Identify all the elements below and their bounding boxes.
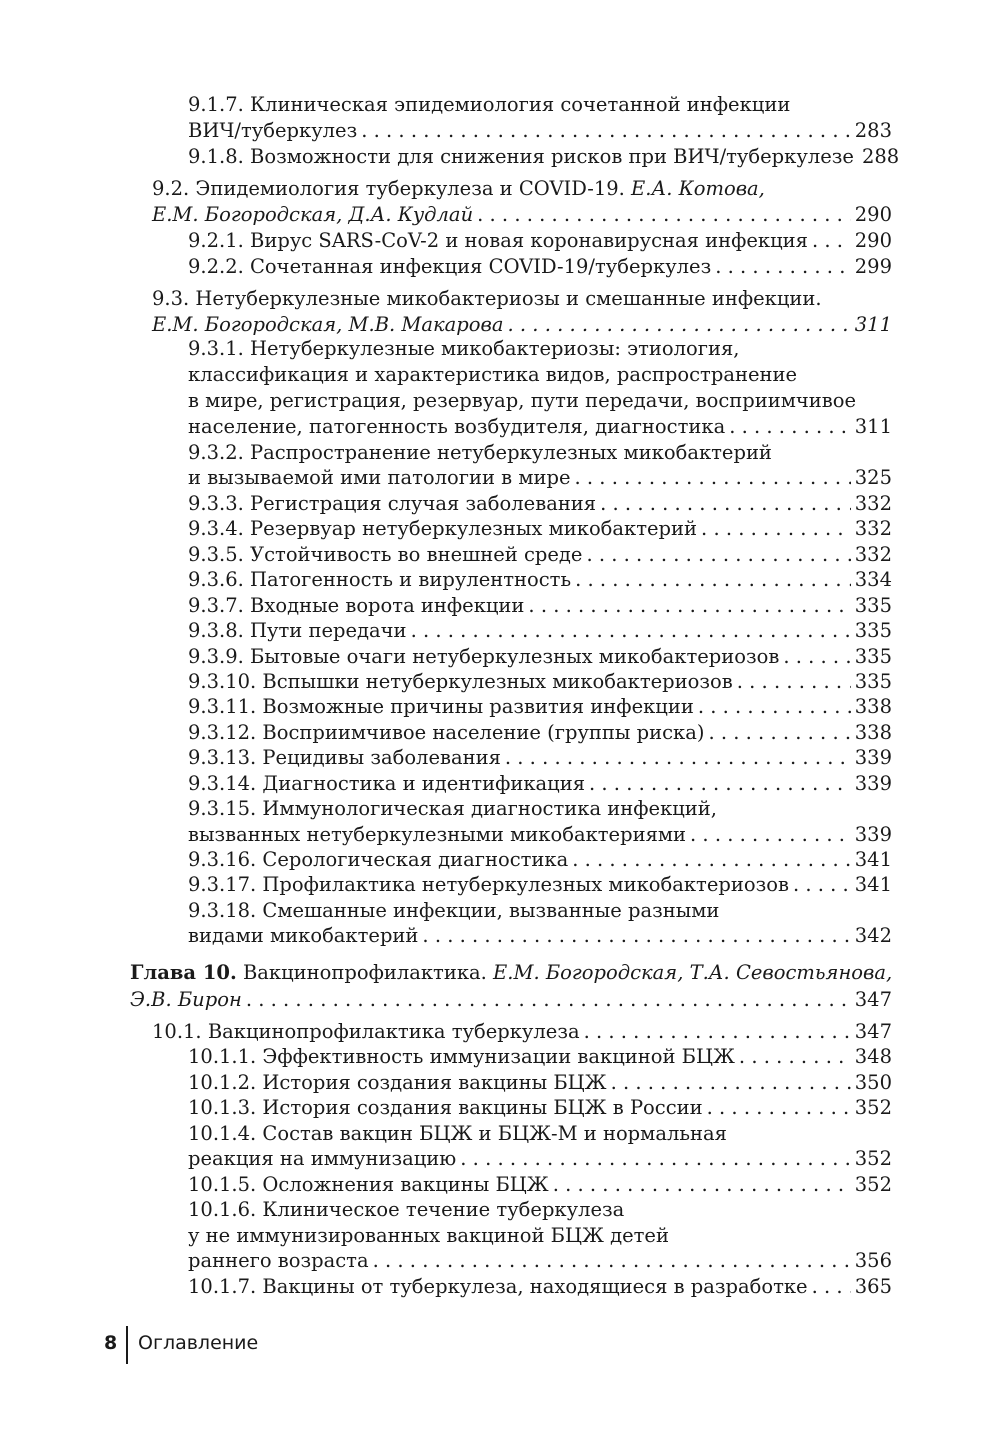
toc-entry[interactable]: [188, 516, 892, 542]
dot-leader: [575, 567, 851, 593]
dot-leader: [708, 720, 850, 746]
toc-entry-text: 10.1.2. История создания вакцины БЦЖ: [188, 1071, 607, 1094]
dot-leader: [600, 491, 851, 517]
toc-page-number: 352: [854, 1096, 892, 1119]
toc-line: [188, 1223, 669, 1249]
toc-line: [188, 1121, 727, 1147]
toc-authors: Е.М. Богородская, Д.А. Кудлай: [152, 203, 474, 226]
toc-entry-text: 9.3.16. Серологическая диагностика: [188, 848, 569, 871]
toc-entry-text: раннего возраста: [188, 1249, 369, 1272]
toc-entry-text: 9.3.1. Нетуберкулезные микобактериозы: этиология,: [188, 337, 740, 360]
toc-page-number: 352: [854, 1147, 892, 1170]
dot-leader: [505, 745, 851, 771]
toc-page-number: 283: [854, 119, 892, 142]
toc-entry-text: вызванных нетуберкулезными микобактериями: [188, 823, 687, 846]
toc-entry-text: население, патогенность возбудителя, диагностика: [188, 415, 726, 438]
dot-leader: [373, 1248, 851, 1274]
dot-leader: [508, 312, 851, 338]
dot-leader: [729, 414, 851, 440]
dot-leader: [611, 1070, 851, 1096]
toc-page-number: 350: [854, 1071, 892, 1094]
toc-page-number: 348: [854, 1045, 892, 1068]
toc-entry[interactable]: [188, 923, 892, 949]
toc-entry-text: классификация и характеристика видов, распространение: [188, 363, 798, 386]
toc-entry-text: ВИЧ/туберкулез: [188, 119, 358, 142]
toc-authors: Е.М. Богородская, М.В. Макарова: [152, 313, 504, 336]
toc-page-number: 347: [854, 988, 892, 1011]
toc-page-number: 311: [854, 415, 892, 438]
toc-entry-text: 10.1.1. Эффективность иммунизации вакциной БЦЖ: [188, 1045, 735, 1068]
toc-entry[interactable]: [188, 414, 892, 440]
dot-leader: [572, 847, 851, 873]
toc-page-number: 288: [861, 145, 900, 168]
toc-entry-text: 9.3.3. Регистрация случая заболевания: [188, 492, 597, 515]
toc-entry[interactable]: [188, 1044, 892, 1070]
toc-entry-text: 9.3.10. Вспышки нетуберкулезных микобактериозов: [188, 670, 733, 693]
toc-page-number: 335: [854, 670, 892, 693]
toc-page-number: 365: [854, 1275, 892, 1298]
dot-leader: [812, 228, 851, 254]
dot-leader: [246, 987, 851, 1013]
dot-leader: [553, 1172, 851, 1198]
toc-entry-text: 9.1.7. Клиническая эпидемиология сочетанной инфекции: [188, 93, 791, 116]
dot-leader: [690, 822, 851, 848]
toc-entry-text: 10.1.7. Вакцины от туберкулеза, находящиеся в разработке: [188, 1275, 808, 1298]
toc-page-number: 352: [854, 1173, 892, 1196]
dot-leader: [739, 1044, 851, 1070]
running-title: Оглавление: [138, 1332, 259, 1354]
dot-leader: [698, 694, 851, 720]
toc-entry[interactable]: [188, 1248, 892, 1274]
toc-page-number: 290: [854, 203, 892, 226]
toc-entry-text: у не иммунизированных вакциной БЦЖ детей: [188, 1224, 669, 1247]
toc-section-title: 9.3. Нетуберкулезные микобактериозы и смешанные инфекции.: [152, 287, 822, 310]
toc-page-number: 335: [854, 594, 892, 617]
toc-entry-text: в мире, регистрация, резервуар, пути передачи, восприимчивое: [188, 389, 857, 412]
toc-page-number: 332: [854, 492, 892, 515]
toc-entry[interactable]: [188, 144, 900, 170]
toc-entry[interactable]: [188, 771, 892, 797]
toc-section-title: 9.2. Эпидемиология туберкулеза и COVID-19.: [152, 177, 632, 200]
toc-entry-text: 9.3.17. Профилактика нетуберкулезных микобактериозов: [188, 873, 789, 896]
toc-entry-text: 10.1.5. Осложнения вакцины БЦЖ: [188, 1173, 549, 1196]
toc-entry[interactable]: [188, 542, 892, 568]
dot-leader: [477, 202, 851, 228]
toc-line: [152, 176, 765, 202]
toc-line: [188, 388, 856, 414]
toc-page-number: 342: [854, 924, 892, 947]
toc-page-number: 332: [854, 543, 892, 566]
toc-line: [188, 796, 717, 822]
dot-leader: [422, 923, 850, 949]
toc-entry[interactable]: [152, 1019, 892, 1045]
toc-line: [188, 440, 772, 466]
toc-entry[interactable]: [188, 745, 892, 771]
toc-entry[interactable]: [188, 822, 892, 848]
toc-authors: Э.В. Бирон: [130, 988, 242, 1011]
toc-entry-text: 9.3.2. Распространение нетуберкулезных микобактерий: [188, 441, 772, 464]
toc-entry-text: 9.3.9. Бытовые очаги нетуберкулезных микобактериозов: [188, 645, 780, 668]
chapter-title: Вакцинопрофилактика.: [236, 961, 494, 984]
toc-entry[interactable]: [188, 644, 892, 670]
toc-page-number: 347: [854, 1020, 892, 1043]
dot-leader: [589, 771, 851, 797]
dot-leader: [737, 669, 851, 695]
dot-leader: [707, 1095, 851, 1121]
toc-entry[interactable]: [188, 567, 892, 593]
toc-page-number: 356: [854, 1249, 892, 1272]
toc-entry[interactable]: [188, 254, 892, 280]
toc-line: [188, 898, 719, 924]
toc-page-number: 339: [854, 746, 892, 769]
toc-line: [188, 336, 739, 362]
toc-entry-text: 9.3.18. Смешанные инфекции, вызванные разными: [188, 899, 720, 922]
toc-entry-text: видами микобактерий: [188, 924, 419, 947]
toc-page-number: 325: [854, 466, 892, 489]
toc-entry-text: 9.3.5. Устойчивость во внешней среде: [188, 543, 583, 566]
dot-leader: [783, 644, 850, 670]
toc-page-number: 311: [854, 313, 892, 336]
toc-page-number: 335: [854, 645, 892, 668]
dot-leader: [586, 542, 850, 568]
toc-entry[interactable]: [188, 465, 892, 491]
dot-leader: [812, 1274, 851, 1300]
toc-page-number: 334: [854, 568, 892, 591]
toc-chapter-line: [130, 960, 892, 986]
toc-entry[interactable]: [188, 1146, 892, 1172]
toc-line: [152, 286, 822, 312]
dot-leader: [701, 516, 851, 542]
dot-leader: [361, 118, 851, 144]
toc-section-title: 10.1. Вакцинопрофилактика туберкулеза: [152, 1020, 580, 1043]
toc-entry[interactable]: [188, 872, 892, 898]
toc-entry-text: 9.2.1. Вирус SARS-CoV-2 и новая коронавирусная инфекция: [188, 229, 808, 252]
toc-entry-text: и вызываемой ими патологии в мире: [188, 466, 571, 489]
toc-entry[interactable]: [188, 228, 892, 254]
toc-page-number: 299: [854, 255, 892, 278]
toc-entry-text: 9.3.13. Рецидивы заболевания: [188, 746, 501, 769]
toc-entry-text: 9.2.2. Сочетанная инфекция COVID-19/туберкулез: [188, 255, 712, 278]
toc-page-number: 338: [854, 695, 892, 718]
toc-entry[interactable]: [188, 1172, 892, 1198]
chapter-label: Глава 10.: [130, 961, 237, 984]
toc-page-number: 341: [854, 873, 892, 896]
toc-entry[interactable]: [188, 720, 892, 746]
toc-entry-text: 9.3.12. Восприимчивое население (группы риска): [188, 721, 705, 744]
toc-page-number: 341: [854, 848, 892, 871]
dot-leader: [584, 1019, 851, 1045]
toc-entry-text: 9.1.8. Возможности для снижения рисков при ВИЧ/туберкулезе: [188, 145, 854, 168]
toc-authors: Е.М. Богородская, Т.А. Севостьянова,: [493, 961, 893, 984]
toc-entry-text: 9.3.6. Патогенность и вирулентность: [188, 568, 572, 591]
toc-entry-text: 9.3.7. Входные ворота инфекции: [188, 594, 525, 617]
toc-page-number: 339: [854, 823, 892, 846]
toc-entry[interactable]: [188, 1070, 892, 1096]
dot-leader: [793, 872, 851, 898]
toc-page-number: 338: [854, 721, 892, 744]
toc-authors: Е.А. Котова,: [631, 177, 765, 200]
toc-entry-text: 9.3.14. Диагностика и идентификация: [188, 772, 585, 795]
toc-entry-text: 9.3.11. Возможные причины развития инфекции: [188, 695, 694, 718]
toc-entry-text: 9.3.8. Пути передачи: [188, 619, 407, 642]
page-number: 8: [104, 1332, 118, 1354]
dot-leader: [411, 618, 851, 644]
toc-entry[interactable]: [188, 1274, 892, 1300]
dot-leader: [528, 593, 850, 619]
toc-entry[interactable]: [130, 987, 892, 1013]
toc-entry-text: реакция на иммунизацию: [188, 1147, 457, 1170]
toc-page-number: 335: [854, 619, 892, 642]
toc-entry[interactable]: [188, 593, 892, 619]
toc-entry-text: 10.1.6. Клиническое течение туберкулеза: [188, 1198, 625, 1221]
toc-entry[interactable]: [152, 202, 892, 228]
toc-page-number: 290: [854, 229, 892, 252]
toc-entry[interactable]: [188, 618, 892, 644]
toc-entry-text: 9.3.4. Резервуар нетуберкулезных микобактерий: [188, 517, 698, 540]
toc-line: [188, 362, 797, 388]
toc-entry[interactable]: [188, 1095, 892, 1121]
footer-divider: [126, 1326, 128, 1364]
dot-leader: [460, 1146, 850, 1172]
toc-entry-text: 10.1.3. История создания вакцины БЦЖ в России: [188, 1096, 703, 1119]
toc-line: [188, 1197, 624, 1223]
toc-page-number: 339: [854, 772, 892, 795]
toc-entry[interactable]: [188, 847, 892, 873]
toc-page-number: 332: [854, 517, 892, 540]
toc-entry[interactable]: [188, 491, 892, 517]
dot-leader: [715, 254, 851, 280]
toc-entry[interactable]: [188, 118, 892, 144]
toc-entry[interactable]: [152, 312, 892, 338]
toc-entry[interactable]: [188, 669, 892, 695]
dot-leader: [575, 465, 851, 491]
toc-entry-text: 10.1.4. Состав вакцин БЦЖ и БЦЖ-М и нормальная: [188, 1122, 727, 1145]
toc-entry[interactable]: [188, 694, 892, 720]
toc-entry-text: 9.3.15. Иммунологическая диагностика инфекций,: [188, 797, 717, 820]
toc-line: [188, 92, 790, 118]
